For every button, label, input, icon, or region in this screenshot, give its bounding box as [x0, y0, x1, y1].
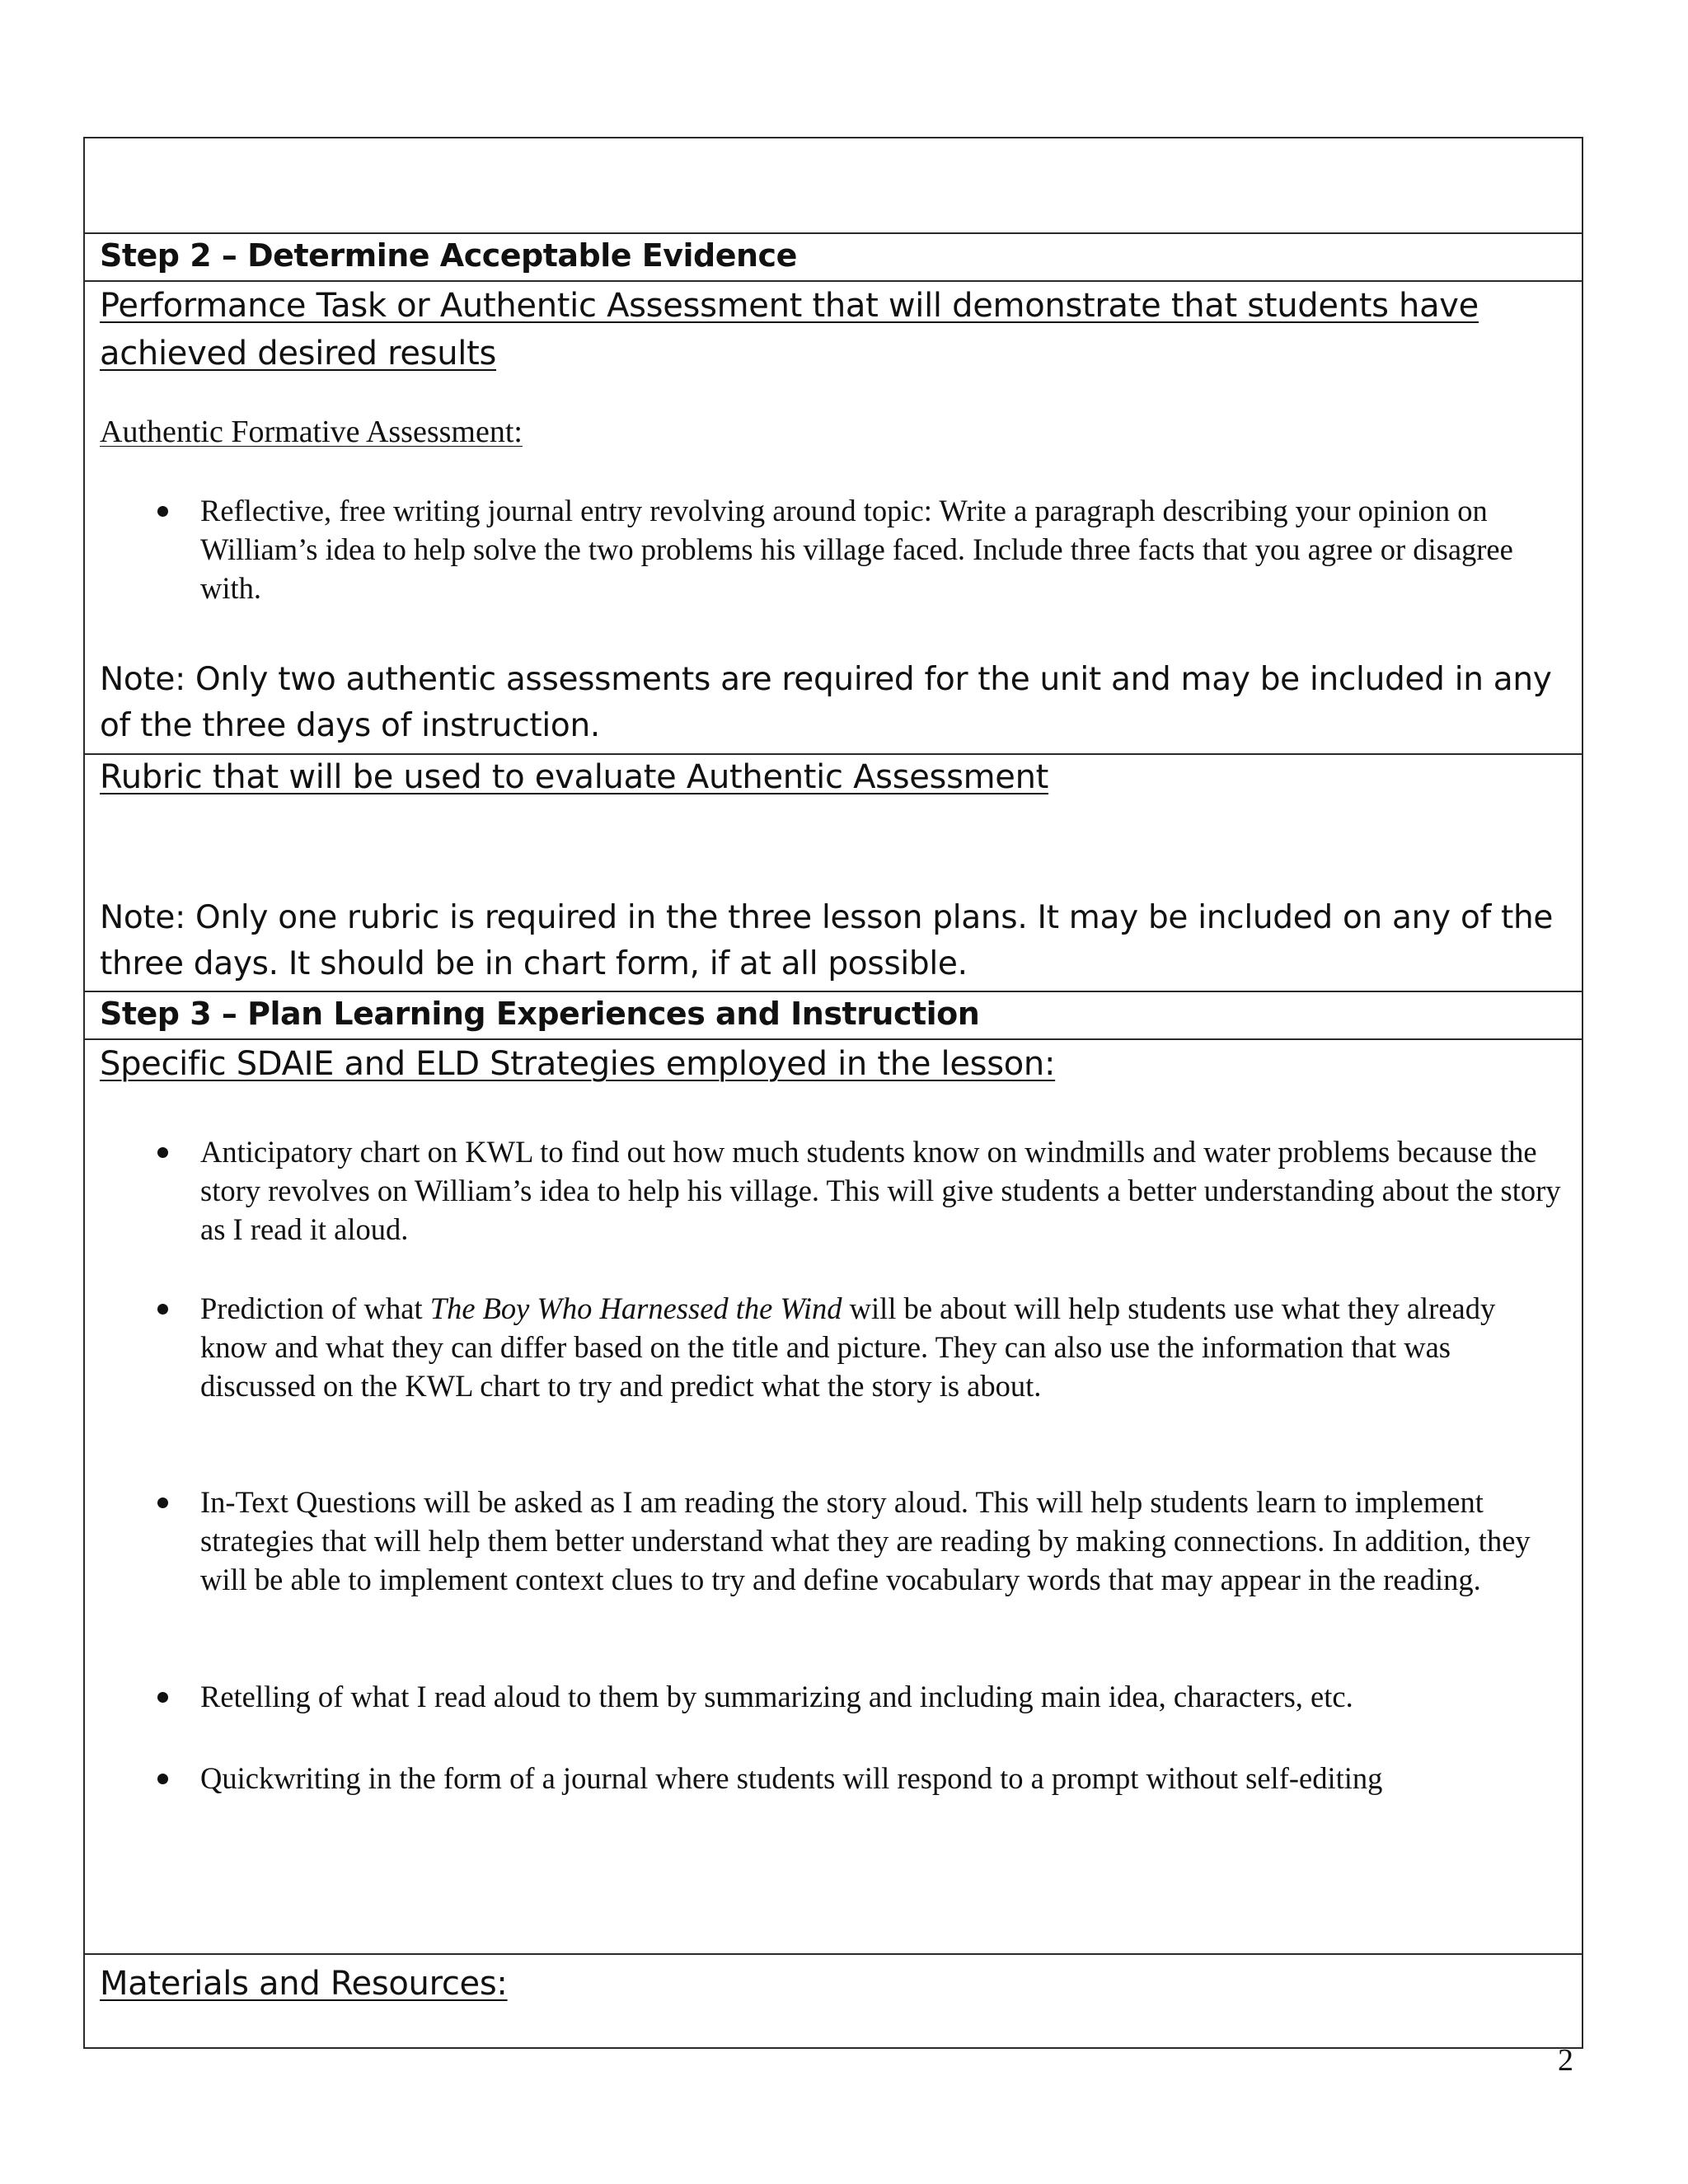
performance-task-cell: [85, 282, 1582, 755]
rubric-note: Note: Only one rubric is required in the three lesson plans. It may be included on any of the three days. It should be in chart form, if at all possible.: [100, 899, 1554, 982]
bullet-icon: [157, 506, 168, 517]
strategy-text-after: will be about will help students use what they already know and what they can differ based on the title and picture. They can also use the information that was discussed on the KWL chart to try and predict what the story is about.: [200, 1291, 1496, 1403]
strategy-text: Retelling of what I read aloud to them by summarizing and including main idea, characters, etc.: [200, 1680, 1353, 1713]
strategy-text: In-Text Questions will be asked as I am reading the story aloud. This will help students learn to implement strategies that will help them better understand what they are reading by making connections. In addition, they will be able to implement context clues to try and define vocabulary words that may appear in the reading.: [200, 1485, 1531, 1596]
materials-cell: [85, 1955, 1582, 2047]
step3-heading-row: [85, 992, 1582, 1040]
page-number: 2: [1558, 2043, 1573, 2078]
list-item: [200, 491, 1568, 607]
empty-top-cell: [85, 138, 1582, 234]
bullet-icon: [157, 1774, 168, 1784]
rubric-heading: Rubric that will be used to evaluate Authentic Assessment: [100, 758, 1049, 796]
bullet-icon: [157, 1497, 168, 1508]
step3-heading: Step 3 – Plan Learning Experiences and Instruction: [100, 996, 980, 1032]
assessment-note: Note: Only two authentic assessments are required for the unit and may be included in any of the three days of instruction.: [100, 661, 1552, 744]
rubric-cell: [85, 755, 1582, 992]
strategy-text: Anticipatory chart on KWL to find out how much students know on windmills and water problems because the story revolves on William’s idea to help his village. This will give students a better understanding about the story as I read it aloud.: [200, 1135, 1561, 1246]
formative-item-text: Reflective, free writing journal entry revolving around topic: Write a paragraph describing your opinion on William’s idea to help solve the two problems his village faced. Include three facts that you agree or disagree with.: [200, 494, 1513, 605]
list-item: [200, 1483, 1568, 1599]
bullet-icon: [157, 1304, 168, 1315]
materials-heading: Materials and Resources:: [100, 1965, 508, 2003]
bullet-icon: [157, 1692, 168, 1703]
step2-heading-row: [85, 234, 1582, 282]
list-item: [200, 1132, 1568, 1249]
performance-task-heading: Performance Task or Authentic Assessment that will demonstrate that students have achieved desired results: [100, 287, 1479, 373]
list-item: [200, 1759, 1568, 1797]
strategies-cell: [85, 1040, 1582, 1955]
strategy-text-before: Prediction of what: [200, 1291, 430, 1325]
formative-assessment-label: Authentic Formative Assessment:: [100, 415, 523, 449]
list-item: [200, 1677, 1568, 1716]
step2-heading: Step 2 – Determine Acceptable Evidence: [100, 237, 797, 274]
list-item: [200, 1289, 1568, 1405]
strategy-text: Quickwriting in the form of a journal where students will respond to a prompt without self-editing: [200, 1761, 1383, 1795]
book-title: The Boy Who Harnessed the Wind: [429, 1291, 842, 1325]
bullet-icon: [157, 1147, 168, 1158]
strategies-heading: Specific SDAIE and ELD Strategies employed in the lesson:: [100, 1045, 1056, 1083]
lesson-plan-table: [83, 137, 1583, 2049]
